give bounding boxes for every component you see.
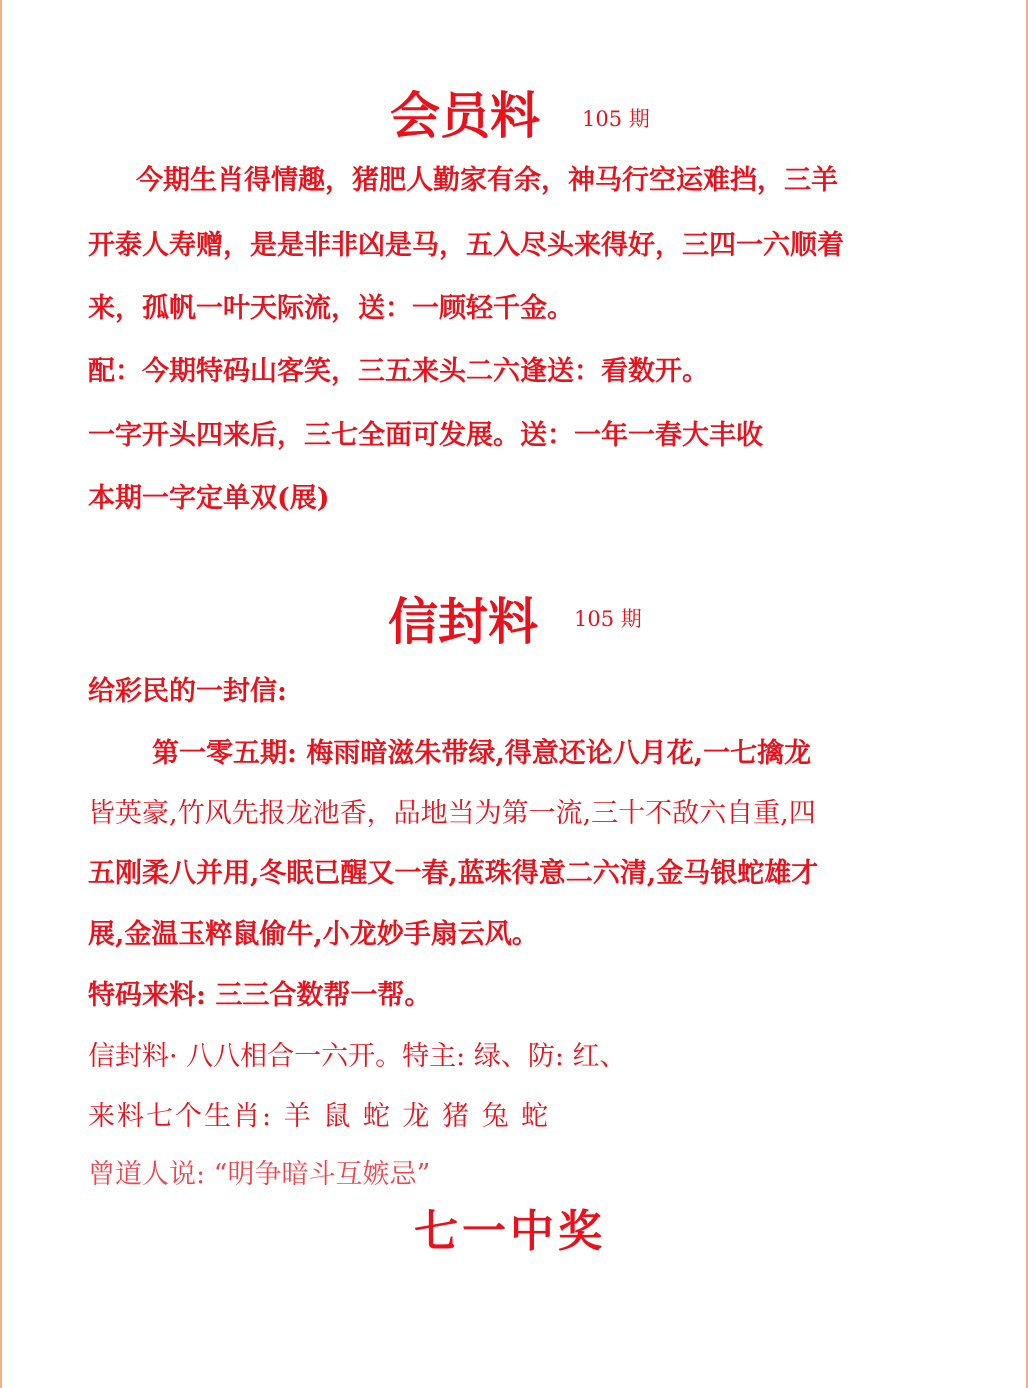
section1-line-4: 配：今期特码山客笑，三五来头二六逢送：看数开。 — [88, 356, 709, 387]
section2-title: 信封料 — [388, 592, 538, 651]
section2-line-7: 信封料· 八八相合一六开。特主: 绿、防: 红、 — [88, 1041, 627, 1072]
section1-line-5: 一字开头四来后，三七全面可发展。送：一年一春大丰收 — [88, 420, 763, 451]
section1-line-3: 来，孤帆一叶天际流，送：一顾轻千金。 — [88, 293, 574, 324]
section2-line-8: 来料七个生肖: 羊 鼠 蛇 龙 猪 兔 蛇 — [88, 1101, 551, 1132]
bottom-title: 七一中奖 — [414, 1206, 606, 1257]
section2-line-3: 皆英豪,竹风先报龙池香，品地当为第一流,三十不敌六自重,四 — [88, 798, 816, 829]
section1-issue: 105 期 — [582, 107, 650, 131]
section2-line-6: 特码来料: 三三合数帮一帮。 — [88, 980, 432, 1011]
section1-line-2: 开泰人寿赠，是是非非凶是马，五入尽头来得好，三四一六顺着 — [88, 230, 844, 261]
section1-line-6: 本期一字定单双(展) — [88, 483, 330, 514]
section2-line-2: 第一零五期: 梅雨暗滋朱带绿,得意还论八月花,一七擒龙 — [152, 738, 812, 769]
section2-line-9: 曾道人说: “明争暗斗互嫉忌” — [88, 1159, 431, 1190]
section1-line-1: 今期生肖得情趣，猪肥人勤家有余，神马行空运难挡，三羊 — [136, 165, 838, 196]
section2-line-5: 展,金温玉粹鼠偷牛,小龙妙手扇云风。 — [88, 919, 539, 950]
section2-issue: 105 期 — [574, 607, 642, 631]
section2-line-1: 给彩民的一封信: — [88, 676, 287, 707]
section1-title: 会员料 — [390, 86, 540, 145]
section2-line-4: 五刚柔八并用,冬眠已醒又一春,蓝珠得意二六清,金马银蛇雄才 — [88, 858, 819, 889]
